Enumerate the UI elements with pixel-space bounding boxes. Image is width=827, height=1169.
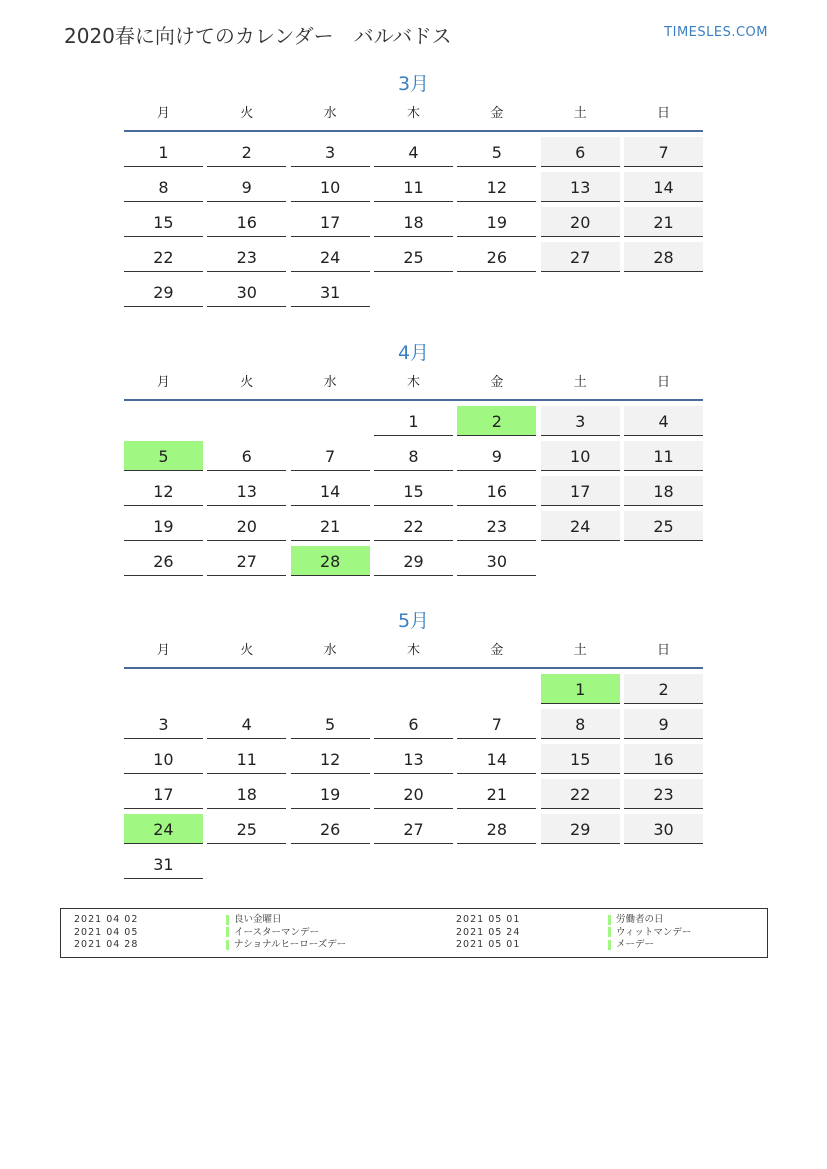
weekday-header xyxy=(124,635,703,669)
day-cell[interactable]: 24 xyxy=(541,511,620,541)
day-cell[interactable]: 4 xyxy=(624,406,703,436)
day-cell[interactable]: 6 xyxy=(541,137,620,167)
legend-item xyxy=(74,939,346,952)
day-cell[interactable]: 31 xyxy=(291,277,370,307)
day-cell[interactable]: 25 xyxy=(207,814,286,844)
day-cell[interactable]: 22 xyxy=(124,242,203,272)
legend-item xyxy=(456,914,691,927)
day-cell[interactable]: 26 xyxy=(291,814,370,844)
day-cell[interactable]: 17 xyxy=(541,476,620,506)
day-cell[interactable]: 1 xyxy=(124,137,203,167)
legend-holiday-name: ウィットマンデー xyxy=(616,926,692,938)
weekday-label: 火 xyxy=(240,643,254,658)
day-cell[interactable]: 18 xyxy=(624,476,703,506)
day-cell[interactable]: 17 xyxy=(124,779,203,809)
legend-item xyxy=(456,927,691,940)
day-cell[interactable]: 16 xyxy=(624,744,703,774)
day-cell[interactable]: 15 xyxy=(374,476,453,506)
holiday-day-cell[interactable]: 5 xyxy=(124,441,203,471)
holiday-day-cell[interactable]: 24 xyxy=(124,814,203,844)
holiday-day-cell[interactable]: 1 xyxy=(541,674,620,704)
weekday-label: 金 xyxy=(490,106,504,121)
legend-date: 2021 04 28 xyxy=(74,939,139,950)
weekday-label: 月 xyxy=(156,643,170,658)
legend-date: 2021 04 02 xyxy=(74,914,139,925)
month-title: 5月 xyxy=(397,610,430,632)
day-cell[interactable]: 11 xyxy=(374,172,453,202)
weekday-label: 木 xyxy=(406,643,420,658)
day-cell[interactable]: 13 xyxy=(374,744,453,774)
day-cell[interactable]: 10 xyxy=(541,441,620,471)
day-grid xyxy=(124,406,703,576)
day-cell[interactable]: 7 xyxy=(291,441,370,471)
day-cell[interactable]: 7 xyxy=(624,137,703,167)
empty-cell xyxy=(457,674,536,703)
holiday-color-swatch xyxy=(226,927,229,937)
page-title: 2020春に向けてのカレンダー バルバドス xyxy=(64,24,452,48)
day-cell[interactable]: 15 xyxy=(541,744,620,774)
day-cell[interactable]: 4 xyxy=(374,137,453,167)
weekday-label: 火 xyxy=(240,375,254,390)
day-cell[interactable]: 29 xyxy=(374,546,453,576)
day-cell[interactable]: 2 xyxy=(624,674,703,704)
day-cell[interactable]: 11 xyxy=(624,441,703,471)
holiday-color-swatch xyxy=(608,927,611,937)
day-cell[interactable]: 8 xyxy=(374,441,453,471)
day-cell[interactable]: 6 xyxy=(374,709,453,739)
day-cell[interactable]: 9 xyxy=(457,441,536,471)
day-cell[interactable]: 15 xyxy=(124,207,203,237)
day-cell[interactable]: 12 xyxy=(457,172,536,202)
day-cell[interactable]: 22 xyxy=(541,779,620,809)
day-cell[interactable]: 4 xyxy=(207,709,286,739)
empty-cell xyxy=(124,674,203,703)
day-cell[interactable]: 19 xyxy=(124,511,203,541)
holiday-color-swatch xyxy=(226,915,229,925)
day-cell[interactable]: 6 xyxy=(207,441,286,471)
day-cell[interactable]: 14 xyxy=(457,744,536,774)
empty-cell xyxy=(124,406,203,435)
day-cell[interactable]: 8 xyxy=(124,172,203,202)
legend-date: 2021 05 01 xyxy=(456,914,521,925)
day-cell[interactable]: 19 xyxy=(291,779,370,809)
month-title: 4月 xyxy=(397,342,430,364)
legend-date: 2021 05 24 xyxy=(456,926,521,938)
day-cell[interactable]: 26 xyxy=(124,546,203,576)
legend-date: 2021 05 01 xyxy=(456,939,521,950)
legend-holiday-name: メーデー xyxy=(616,939,655,950)
legend-date: 2021 04 05 xyxy=(74,926,139,938)
weekday-label: 水 xyxy=(323,643,337,658)
weekday-label: 水 xyxy=(323,106,337,121)
day-cell[interactable]: 20 xyxy=(374,779,453,809)
day-cell[interactable]: 3 xyxy=(541,406,620,436)
weekday-label: 木 xyxy=(406,106,420,121)
day-grid xyxy=(124,137,703,307)
day-cell[interactable]: 17 xyxy=(291,207,370,237)
day-cell[interactable]: 16 xyxy=(207,207,286,237)
day-cell[interactable]: 29 xyxy=(124,277,203,307)
day-cell[interactable]: 1 xyxy=(374,406,453,436)
empty-cell xyxy=(207,406,286,435)
weekday-label: 月 xyxy=(156,375,170,390)
legend-item xyxy=(74,914,346,927)
day-cell[interactable]: 20 xyxy=(207,511,286,541)
day-cell[interactable]: 27 xyxy=(374,814,453,844)
weekday-label: 水 xyxy=(323,375,337,390)
day-cell[interactable]: 13 xyxy=(541,172,620,202)
day-cell[interactable]: 9 xyxy=(207,172,286,202)
day-cell[interactable]: 27 xyxy=(541,242,620,272)
day-cell[interactable]: 14 xyxy=(624,172,703,202)
month-april xyxy=(124,339,703,576)
day-cell[interactable]: 23 xyxy=(624,779,703,809)
day-cell[interactable]: 22 xyxy=(374,511,453,541)
day-cell[interactable]: 23 xyxy=(207,242,286,272)
day-cell[interactable]: 30 xyxy=(624,814,703,844)
day-cell[interactable]: 12 xyxy=(124,476,203,506)
weekday-label: 木 xyxy=(406,375,420,390)
day-cell[interactable]: 21 xyxy=(624,207,703,237)
day-cell[interactable]: 20 xyxy=(541,207,620,237)
month-march xyxy=(124,70,703,307)
weekday-label: 金 xyxy=(490,375,504,390)
legend-item xyxy=(74,927,346,940)
empty-cell xyxy=(207,674,286,703)
weekday-label: 土 xyxy=(573,106,587,121)
day-cell[interactable]: 7 xyxy=(457,709,536,739)
day-cell[interactable]: 28 xyxy=(624,242,703,272)
day-cell[interactable]: 18 xyxy=(374,207,453,237)
month-may xyxy=(124,607,703,879)
brand-link[interactable]: TIMESLES.COM xyxy=(664,25,768,40)
weekday-header xyxy=(124,367,703,401)
day-grid xyxy=(124,674,703,879)
day-cell[interactable]: 14 xyxy=(291,476,370,506)
weekday-label: 月 xyxy=(156,106,170,121)
day-cell[interactable]: 3 xyxy=(124,709,203,739)
day-cell[interactable]: 5 xyxy=(291,709,370,739)
day-cell[interactable]: 29 xyxy=(541,814,620,844)
weekday-label: 日 xyxy=(657,643,671,658)
day-cell[interactable]: 16 xyxy=(457,476,536,506)
day-cell[interactable]: 18 xyxy=(207,779,286,809)
legend-column-left xyxy=(74,914,346,952)
empty-cell xyxy=(291,674,370,703)
legend-holiday-name: 労働者の日 xyxy=(616,914,664,925)
day-cell[interactable]: 19 xyxy=(457,207,536,237)
day-cell[interactable]: 10 xyxy=(291,172,370,202)
weekday-label: 金 xyxy=(490,643,504,658)
day-cell[interactable]: 27 xyxy=(207,546,286,576)
day-cell[interactable]: 25 xyxy=(624,511,703,541)
month-title: 3月 xyxy=(397,73,430,95)
weekday-label: 土 xyxy=(573,375,587,390)
holiday-color-swatch xyxy=(226,940,229,950)
day-cell[interactable]: 21 xyxy=(291,511,370,541)
legend-holiday-name: イースターマンデー xyxy=(234,926,320,938)
day-cell[interactable]: 30 xyxy=(457,546,536,576)
day-cell[interactable]: 26 xyxy=(457,242,536,272)
weekday-label: 日 xyxy=(657,375,671,390)
day-cell[interactable]: 8 xyxy=(541,709,620,739)
weekday-label: 日 xyxy=(657,106,671,121)
holiday-legend xyxy=(60,908,768,958)
day-cell[interactable]: 2 xyxy=(207,137,286,167)
day-cell[interactable]: 5 xyxy=(457,137,536,167)
day-cell[interactable]: 13 xyxy=(207,476,286,506)
day-cell[interactable]: 9 xyxy=(624,709,703,739)
legend-holiday-name: ナショナルヒーローズデー xyxy=(234,939,347,950)
day-cell[interactable]: 12 xyxy=(291,744,370,774)
day-cell[interactable]: 24 xyxy=(291,242,370,272)
weekday-header xyxy=(124,98,703,132)
holiday-color-swatch xyxy=(608,915,611,925)
day-cell[interactable]: 23 xyxy=(457,511,536,541)
holiday-day-cell[interactable]: 28 xyxy=(291,546,370,576)
day-cell[interactable]: 3 xyxy=(291,137,370,167)
day-cell[interactable]: 11 xyxy=(207,744,286,774)
day-cell[interactable]: 10 xyxy=(124,744,203,774)
day-cell[interactable]: 21 xyxy=(457,779,536,809)
day-cell[interactable]: 28 xyxy=(457,814,536,844)
day-cell[interactable]: 31 xyxy=(124,849,203,879)
holiday-color-swatch xyxy=(608,940,611,950)
day-cell[interactable]: 25 xyxy=(374,242,453,272)
weekday-label: 火 xyxy=(240,106,254,121)
weekday-label: 土 xyxy=(573,643,587,658)
day-cell[interactable]: 30 xyxy=(207,277,286,307)
empty-cell xyxy=(291,406,370,435)
legend-column-right xyxy=(456,914,691,952)
legend-holiday-name: 良い金曜日 xyxy=(234,914,282,925)
empty-cell xyxy=(374,674,453,703)
legend-item xyxy=(456,939,691,952)
holiday-day-cell[interactable]: 2 xyxy=(457,406,536,436)
